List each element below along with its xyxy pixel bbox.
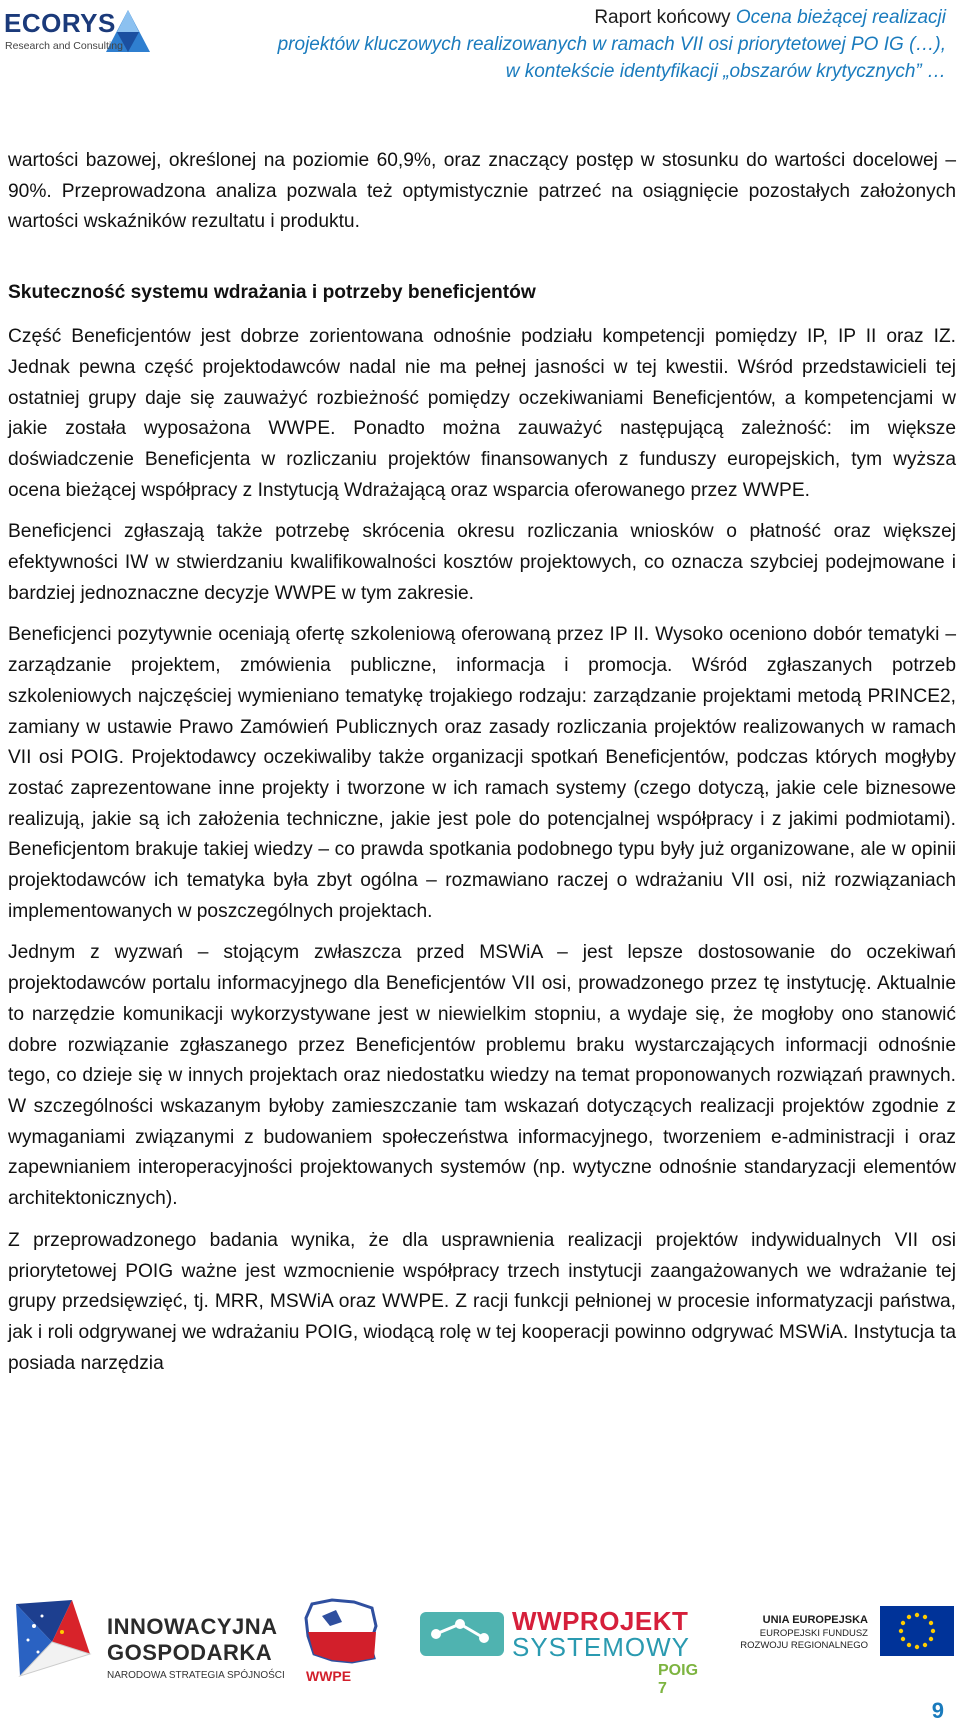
eu-logo-line2: EUROPEJSKI FUNDUSZ: [759, 1628, 868, 1639]
page-header: [0, 0, 960, 90]
ig-logo-line3: NARODOWA STRATEGIA SPÓJNOŚCI: [107, 1670, 285, 1681]
ecorys-logo-tagline: Research and Consulting: [5, 40, 123, 52]
paragraph: Beneficjenci zgłaszają także potrzebę skrócenia okresu rozliczania wniosków o płatność oraz większej efektywności IW w stwierdzaniu kwalifikowalności kosztów projektowych, co oznacza szybciej podejmowane i bardziej jednoznaczne decyzje WWPE w tym zakresie.: [8, 521, 956, 604]
document-body: [8, 146, 956, 1390]
section-heading: Skuteczność systemu wdrażania i potrzeby beneficjentów: [8, 282, 536, 304]
eu-flag-icon: [880, 1606, 954, 1656]
page-number: 9: [931, 1698, 944, 1723]
ig-logo-line2: GOSPODARKA: [107, 1640, 273, 1665]
eu-logo-line1: UNIA EUROPEJSKA: [762, 1614, 868, 1626]
projekt-logo-line3: POIG 7: [658, 1662, 699, 1697]
paragraph: Część Beneficjentów jest dobrze zorientowana odnośnie podziału kompetencji pomiędzy IP, IP II oraz IZ. Jednak pewna część projektodawców nadal nie ma pełnej jasności w tej kwestii. Wśród przedstawicieli tej ostatniej grupy daje się zauważyć rozbieżność pomiędzy oczekiwaniami Beneficjentów, a kompetencjami w jakie została wyposażona WWPE. Ponadto można zauważyć następującą zależność: im większe doświadczenie Beneficjenta w rozliczaniu projektów finansowanych z funduszy europejskich, tym wyższa ocena bieżącej współpracy z Instytucją Wdrażającą oraz wsparcia oferowanego przez WWPE.: [8, 326, 956, 501]
paragraph: Beneficjenci pozytywnie oceniają ofertę szkoleniową oferowaną przez IP II. Wysoko oceniono dobór tematyki – zarządzanie projektem, zmówienia publiczne, informacja i promocja. Wśród zgłaszanych potrzeb szkoleniowych najczęściej wymieniano tematykę trojakiego rodzaju: zarządzanie projektami metodą PRINCE2, zamiany w ustawie Prawo Zamówień Publicznych oraz zasady rozliczania projektów realizowanych w ramach VII osi POIG. Projektodawcy oczekiwaliby także organizacji spotkań Beneficjentów, podczas których mogłyby zostać zaprezentowane inne projekty i tworzone w ich ramach systemy (czego dotyczą, jakie cele biznesowe realizują, jakie są ich założenia techniczne, jakie jest pole do potencjalnej współpracy i z jakimi podmiotami). Beneficjentom brakuje takiej wiedzy – co prawda spotkania podobnego typu były już organizowane, ale w opinii projektodawców ich tematyka była zbyt ogólna – rozmawiano raczej o wdrażaniu VII osi, niż rozwiązaniach implementowanych w poszczególnych projektach.: [8, 624, 956, 922]
report-title-line1: Ocena bieżącej realizacji: [735, 7, 946, 28]
wwpe-logo-label: WWPE: [306, 1668, 352, 1684]
projekt-logo-line2: SYSTEMOWY: [512, 1632, 691, 1662]
wwpe-logo: [302, 1596, 384, 1688]
ecorys-logo: [4, 8, 154, 58]
report-title-prefix: Raport końcowy: [594, 7, 731, 28]
innowacyjna-gospodarka-logo: [12, 1596, 285, 1686]
paragraph: Jednym z wyzwań – stojącym zwłaszcza przed MSWiA – jest lepsze dostosowanie do oczekiwań projektodawców portalu informacyjnego dla Beneficjentów VII osi, prowadzonego przez tę instytucję. Aktualnie to narzędzie komunikacji wykorzystywane jest w niewielkim stopniu, a wydaje się, że mogłoby ono stanowić dobre rozwiązanie zgłaszanego przez Beneficjentów problemu braku wystarczających informacji odnośnie tego, co dzieje się w innych projektach oraz niedostatku wiedzy na temat proponowanych rozwiązań prawnych. W szczególności wskazanym byłoby zamieszczanie tam wskazań dotyczących realizacji projektów zgodnie z wymaganiami związanymi z budowaniem społeczeństwa informacyjnego, tworzeniem e-administracji i oraz zapewnianiem interoperacyjności projektowanych systemów (np. wytyczne odnośnie standaryzacji elementów architektonicznych).: [8, 942, 956, 1210]
report-title-line2: projektów kluczowych realizowanych w ramach VII osi priorytetowej PO IG (…),: [277, 34, 946, 55]
ig-logo-line1: INNOWACYJNA: [107, 1614, 278, 1639]
report-title: [226, 4, 946, 85]
projekt-systemowy-logo: [420, 1602, 700, 1697]
eu-logo-line3: ROZWOJU REGIONALNEGO: [740, 1640, 868, 1651]
eu-fund-logo: [730, 1606, 958, 1666]
report-title-line3: w kontekście identyfikacji „obszarów krytycznych” …: [505, 61, 946, 82]
paragraph: Z przeprowadzonego badania wynika, że dla usprawnienia realizacji projektów indywidualnych VII osi priorytetowej POIG ważne jest wzmocnienie współpracy trzech instytucji zaangażowanych we wdrażanie tej grupy przedsięwzięć, tj. MRR, MSWiA oraz WWPE. Z racji funkcji pełnionej w procesie informatyzacji państwa, jak i roli odgrywanej we wdrażaniu POIG, wiodącą rolę w tej kooperacji powinno odgrywać MSWiA. Instytucja ta posiada narzędzia: [8, 1229, 956, 1374]
paragraph-intro: wartości bazowej, określonej na poziomie 60,9%, oraz znaczący postęp w stosunku do wartości docelowej – 90%. Przeprowadzona analiza pozwala też optymistycznie patrzeć na osiągnięcie pozostałych założonych wartości wskaźników rezultatu i produktu.: [8, 150, 956, 233]
poland-map-icon: [302, 1596, 380, 1666]
network-nodes-icon: [420, 1612, 504, 1656]
innowacyjna-gospodarka-emblem-icon: [12, 1596, 98, 1682]
projekt-logo-line1: WWPROJEKT: [512, 1606, 689, 1636]
ecorys-logo-wordmark: ECORYS: [4, 8, 116, 38]
page-footer: [0, 1590, 960, 1723]
